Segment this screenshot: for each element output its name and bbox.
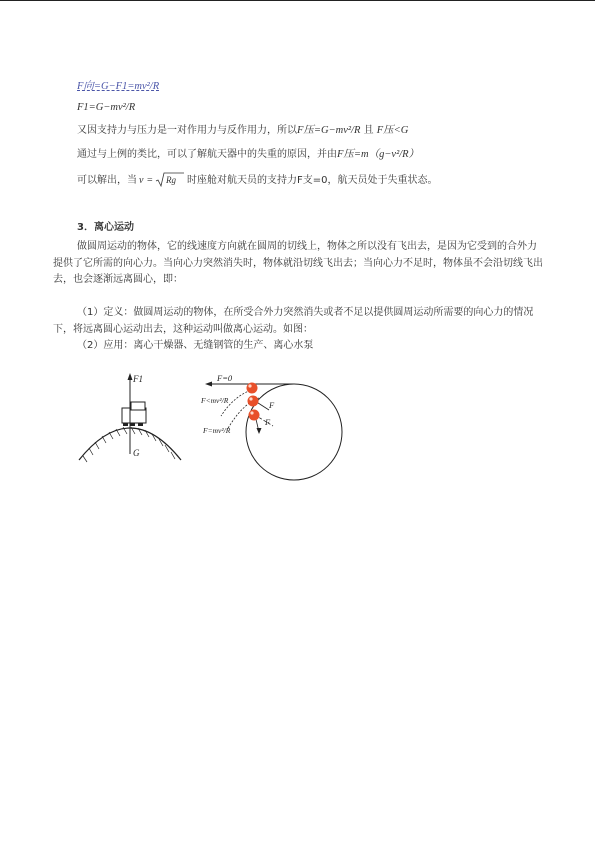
label-force-f2: F bbox=[265, 417, 271, 427]
equation-line-1 bbox=[77, 80, 159, 94]
car-wheel-2 bbox=[130, 423, 135, 426]
text-line-3-conj: 且 bbox=[360, 125, 377, 136]
svg-text:Rg: Rg bbox=[166, 175, 176, 185]
equation-centripetal-force: F向=G−F1=mv²/R bbox=[77, 81, 160, 92]
tangent-arrowhead bbox=[205, 382, 212, 387]
weightless-speed-formula bbox=[139, 172, 185, 188]
car-wheel-3 bbox=[138, 423, 143, 426]
label-force-equal: F=mv²/R bbox=[203, 426, 231, 435]
car-wheel-1 bbox=[123, 423, 128, 426]
page-top-rule bbox=[0, 0, 595, 1]
paragraph-application: （2）应用：离心干燥器、无缝钢管的生产、离心水泵 bbox=[77, 340, 314, 351]
paragraph-definition: （1）定义：做圆周运动的物体，在所受合外力突然消失或者不足以提供圆周运动所需要的向心力的情况下，将远离圆心运动出去，这种运动叫做离心运动。如图： bbox=[53, 307, 534, 335]
ball-3-highlight bbox=[250, 411, 253, 414]
label-support-force: F1 bbox=[133, 374, 143, 384]
equation-pressure-force-2: F压=m（g−v²/R） bbox=[337, 149, 420, 160]
text-line-4 bbox=[77, 148, 419, 162]
ball-1 bbox=[247, 383, 258, 394]
ball-3 bbox=[249, 410, 260, 421]
text-line-3 bbox=[77, 124, 408, 138]
text-line-5-b: 时座舱对航天员的支持力F支=0，航天员处于失重状态。 bbox=[187, 175, 438, 186]
circular-path bbox=[246, 384, 342, 480]
svg-text:=: = bbox=[147, 175, 153, 186]
svg-text:v: v bbox=[139, 175, 144, 186]
label-force-f1: F bbox=[269, 400, 275, 410]
label-gravity: G bbox=[133, 448, 140, 458]
paragraph-centrifugal-intro: 做圆周运动的物体，它的线速度方向就在圆周的切线上，物体之所以没有飞出去，是因为它受到的合外力提供了它所需的向心力。当向心力突然消失时，物体就沿切线飞出去；当向心力不足时，物体虽不会沿切线飞出去，也会逐渐远离圆心，即： bbox=[53, 241, 543, 285]
figure-centrifugal-motion bbox=[197, 370, 347, 488]
figure-car-on-bridge bbox=[75, 368, 185, 464]
text-line-4-body: 通过与上例的类比，可以了解航天器中的失重的原因，并由 bbox=[77, 149, 337, 160]
bridge-hatching bbox=[83, 427, 175, 462]
ball-2-highlight bbox=[249, 397, 252, 400]
equation-pressure-inequality: F压<G bbox=[376, 125, 409, 136]
text-line-5 bbox=[77, 172, 438, 190]
force-up-arrowhead bbox=[128, 373, 133, 380]
equation-pressure-force: F压=G−mv²/R bbox=[297, 125, 361, 136]
force-arrowhead-3 bbox=[257, 428, 262, 434]
section-heading-centrifugal: 3．离心运动 bbox=[77, 222, 134, 233]
equation-support-force: F1=G−mv²/R bbox=[77, 102, 136, 113]
ball-2 bbox=[248, 396, 259, 407]
car-cabin bbox=[131, 402, 145, 410]
text-line-5-a: 可以解出，当 bbox=[77, 175, 137, 186]
equation-line-2 bbox=[77, 101, 135, 115]
label-force-less: F<mv²/R bbox=[201, 396, 229, 405]
text-line-3-body: 又因支持力与压力是一对作用力与反作用力，所以 bbox=[77, 125, 297, 136]
label-force-zero: F=0 bbox=[217, 373, 233, 383]
ball-1-highlight bbox=[248, 384, 251, 387]
